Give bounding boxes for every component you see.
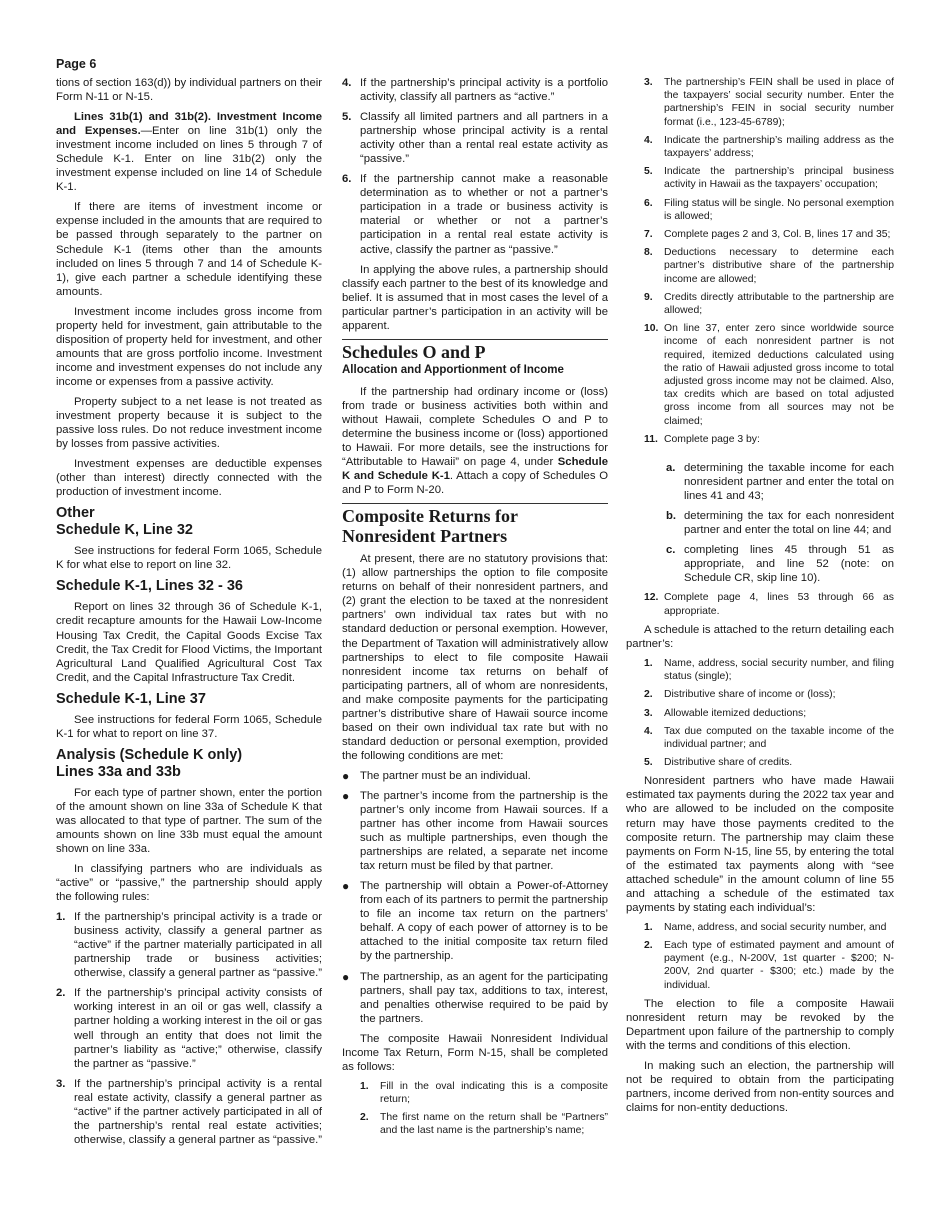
list-item [644, 291, 894, 317]
item-text: The partnership’s FEIN shall be used in place of the taxpayers’ social security number. Enter the partnership’s FEIN in social security number format (i.e., 123-45-6789); [664, 77, 894, 128]
item-number: 8. [644, 247, 653, 259]
list-item [342, 110, 608, 166]
heading-line: Nonresident Partners [342, 526, 508, 547]
list-item [56, 910, 322, 980]
list-item [644, 939, 894, 992]
column-1 [56, 76, 322, 1153]
bullet-icon: ● [342, 879, 350, 894]
item-number: 9. [644, 291, 653, 303]
bullet-icon: ● [342, 768, 350, 783]
heading-line: Composite Returns for [342, 506, 518, 527]
sub-list-item [626, 543, 894, 585]
bullet-item [342, 789, 608, 873]
item-text: The partnership will obtain a Power-of-Attorney from each of its partners to permit the partnership to file an income tax return on the partners’ behalf. A copy of each power of attorney is to be attached to the initial composite tax return filed by the partnership. [360, 880, 608, 963]
column-3 [626, 76, 894, 1121]
paragraph: tions of section 163(d)) by individual partners on their Form N-11 or N-15. [56, 77, 322, 104]
item-letter: a. [666, 462, 676, 475]
section-heading: Schedule K-1, Line 37 [56, 690, 206, 707]
item-text: The partner must be an individual. [360, 769, 531, 782]
item-text: Complete page 3 by: [664, 433, 760, 445]
list-item [644, 756, 894, 769]
item-text: The partner’s income from the partnership is the partner’s only income from Hawaii sources. If a partner has other income from Hawaii sources such as multiple partnerships, even though the partnerships are related, a separate net income tax return must be filed by that partner. [360, 789, 608, 873]
item-text: Fill in the oval indicating this is a composite return; [380, 1080, 608, 1106]
section-heading: Schedules O and P [342, 341, 486, 362]
item-text: Each type of estimated payment and amount of payment (e.g., N-200V, 1st quarter - $200; N-200V, 2nd quarter - $300; etc.) made by the individual. [664, 940, 894, 991]
inline-heading: Lines 31b(1) and 31b(2). Investment Income and Expenses. [56, 111, 322, 138]
list-item [644, 433, 894, 446]
heading-line: Other [56, 505, 95, 522]
paragraph: A schedule is attached to the return detailing each partner’s: [626, 623, 894, 650]
item-number: 5. [644, 757, 653, 769]
item-text: Indicate the partnership’s mailing address as the taxpayers’ address; [664, 134, 894, 160]
paragraph: The composite Hawaii Nonresident Individual Income Tax Return, Form N-15, shall be completed as follows: [342, 1032, 608, 1073]
paragraph: Investment income includes gross income from property held for investment, gain attributable to the disposition of property held for investment, and other amounts that are gross portfolio income. Investment income and investment expenses do not include any income or expenses from a passive activity. [56, 305, 322, 388]
item-number: 2. [644, 940, 653, 952]
item-number: 2. [360, 1112, 369, 1124]
paragraph-text: . Attach a copy of Schedules O and P to Form N-20. [342, 470, 609, 497]
item-text: Complete pages 2 and 3, Col. B, lines 17 and 35; [664, 229, 891, 241]
item-number: 3. [644, 707, 653, 719]
item-text: If the partnership cannot make a reasonable determination as to whether or not a partner’s participation in a trade or business activity is material or whether or not a partner’s participation in a rental real estate activity is active, classify the partner as “passive.” [360, 173, 608, 256]
item-text: Name, address, social security number, and filing status (single); [664, 657, 894, 683]
sub-list-item [626, 509, 894, 537]
bullet-item [342, 970, 608, 1026]
item-text: Filing status will be single. No personal exemption is allowed; [664, 197, 894, 222]
paragraph-text: If the partnership had ordinary income or (loss) from trade or business activities both within and without Hawaii, complete Schedules O and P to determine the business income or (loss) apportioned to Hawaii. For more details, see the instructions for “Attributable to Hawaii” on page 4, under [342, 385, 608, 469]
list-item [644, 725, 894, 751]
list-item [342, 76, 608, 104]
item-text: If the partnership’s principal activity is a portfolio activity, classify all partners as “active.” [360, 77, 608, 104]
item-number: 4. [644, 134, 653, 146]
item-number: 2. [56, 987, 66, 1000]
item-text: Distributive share of credits. [664, 757, 793, 769]
section-divider [342, 339, 608, 377]
list-item [644, 228, 894, 241]
column-2 [342, 76, 608, 1143]
list-item [644, 76, 894, 129]
paragraph: The election to file a composite Hawaii nonresident return may be revoked by the Department upon failure of the partnership to comply with the terms and conditions of this election. [626, 997, 894, 1052]
paragraph: See instructions for federal Form 1065, Schedule K-1 for what to report on line 37. [56, 713, 322, 740]
section-subheading: Allocation and Apportionment of Income [342, 363, 564, 376]
list-item [644, 165, 894, 191]
item-number: 1. [644, 657, 653, 669]
item-text: Allowable itemized deductions; [664, 707, 807, 719]
item-number: 10. [644, 323, 659, 335]
paragraph [342, 385, 608, 497]
item-number: 7. [644, 229, 653, 241]
item-text: Distributive share of income or (loss); [664, 689, 836, 701]
paragraph: See instructions for federal Form 1065, Schedule K for what else to report on line 32. [56, 545, 322, 572]
item-number: 4. [342, 77, 352, 89]
section-divider [342, 503, 608, 546]
item-number: 6. [342, 173, 352, 186]
paragraph: If there are items of investment income or expense included in the amounts that are required to be passed through separately to the partner on Schedule K-1 (items other than the amounts included on lines 5 through 7 and 14 of Schedule K-1), give each partner a schedule identifying these amounts. [56, 201, 322, 298]
item-text: The partnership, as an agent for the participating partners, shall pay tax, additions to tax, interest, and penalties otherwise required to be paid by the partners. [360, 970, 608, 1025]
paragraph-text: —Enter on line 31b(1) only the investment income included on lines 5 through 7 of Schedule K-1. Enter on line 31b(2) only the investment expense included on line 14 of Schedule K-1. [56, 125, 322, 194]
list-item [644, 688, 894, 701]
item-text: Indicate the partnership’s principal business activity in Hawaii as the taxpayers’ occupation; [664, 166, 894, 191]
paragraph: Property subject to a net lease is not treated as investment property because it is subject to the passive loss rules. Do not reduce investment income by losses from passive activities. [56, 395, 322, 451]
item-text: If the partnership’s principal activity is a rental real estate activity, classify a general partner as “active” if the partner actively participated in all of the partnership’s rental real estate activities; otherwise, classify a general partner as “passive.” [74, 1077, 323, 1146]
list-item [644, 707, 894, 720]
paragraph: In making such an election, the partnership will not be required to obtain from the participating partners, income derived from non-entity sources and claims for non-entity deductions. [626, 1060, 894, 1115]
heading-line: Analysis (Schedule K only) [56, 746, 243, 763]
paragraph: In applying the above rules, a partnership should classify each partner to the best of its knowledge and belief. It is assumed that in most cases the level of a particular partner’s participation in an activity will be apparent. [342, 263, 608, 332]
paragraph: In classifying partners who are individuals as “active” or “passive,” the partnership should apply the following rules: [56, 863, 322, 904]
list-item [56, 1077, 322, 1147]
item-number: 1. [644, 921, 653, 933]
heading-line: Lines 33a and 33b [56, 763, 181, 780]
paragraph [56, 110, 322, 194]
bullet-icon: ● [342, 788, 350, 803]
page-number: Page 6 [56, 57, 97, 71]
list-item [342, 172, 608, 256]
section-heading: Schedule K-1, Lines 32 - 36 [56, 578, 243, 595]
list-item [644, 134, 894, 160]
paragraph: At present, there are no statutory provisions that: (1) allow partnerships the option to file composite returns on behalf of their nonresident partners, and (2) grant the election to be taxed at the nonresident partners’ own individual tax rates but with no standard deduction or personal exemption. However, the Department of Taxation will administratively allow partnerships to elect to file composite Hawaii nonresident income tax returns on behalf of participating partners, all of whom are nonresidents, and make composite payments for the participating partner’s distributive share of Hawaii source income based on their own individual tax rate but with no standard deduction or personal exemption, provided the following conditions are met: [342, 553, 608, 762]
bold-reference: Schedule K and Schedule K-1 [342, 456, 608, 483]
list-item [360, 1080, 608, 1106]
section-heading [56, 505, 322, 539]
item-number: 1. [360, 1080, 369, 1092]
item-text: determining the tax for each nonresident partner and enter the total on line 44; and [684, 510, 894, 537]
item-number: 3. [644, 77, 653, 88]
item-number: 5. [342, 111, 352, 124]
bullet-icon: ● [342, 969, 350, 984]
bullet-item [342, 769, 608, 783]
item-number: 3. [56, 1077, 66, 1090]
item-number: 12. [644, 592, 659, 604]
list-item [644, 591, 894, 617]
item-text: completing lines 45 through 51 as appropriate, and line 52 (note: on Schedule CR, skip line 10). [684, 544, 894, 585]
item-text: Tax due computed on the taxable income of the individual partner; and [664, 725, 894, 750]
item-text: Complete page 4, lines 53 through 66 as appropriate. [664, 592, 894, 617]
item-letter: c. [666, 544, 676, 557]
section-heading [342, 506, 608, 546]
item-text: Name, address, and social security number, and [664, 921, 887, 933]
list-item [644, 197, 894, 223]
paragraph: Investment expenses are deductible expenses (other than interest) directly connected with the production of investment income. [56, 458, 322, 499]
item-number: 11. [644, 433, 658, 445]
paragraph: Nonresident partners who have made Hawaii estimated tax payments during the 2022 tax year and who are allowed to be included on the composite return may have those payments credited to the composite return. The partnership may claim these payments on Form N-15, line 55, by entering the total of the estimated tax payments along with “see attached schedule” in the amount column of line 55 and attaching a schedule of the estimated tax payments by stating each individual’s: [626, 775, 894, 914]
item-number: 6. [644, 197, 653, 209]
item-text: If the partnership’s principal activity is a trade or business activity, classify a general partner as “active” if the partner materially participated in all partnership trade or business activities; otherwise, classify a general partner as “passive.” [74, 911, 323, 980]
paragraph: For each type of partner shown, enter the portion of the amount shown on line 33a of Schedule K that was allocated to that type of partner. The sum of the amounts shown on line 33b must equal the amount shown on line 33a. [56, 786, 322, 855]
list-item [56, 986, 322, 1070]
item-number: 2. [644, 689, 653, 701]
item-text: Deductions necessary to determine each partner’s distributive share of the partnership income are allowed; [664, 247, 894, 285]
paragraph: Report on lines 32 through 36 of Schedule K-1, credit recapture amounts for the Hawaii Low-Income Housing Tax Credit, the Capital Goods Excise Tax Credit, the Tax Credit for Flood Victims, the Important Agricultural Land Qualified Agricultural Cost Tax Credit, and the Capital Infrastructure Tax Credit. [56, 601, 322, 684]
item-letter: b. [666, 510, 677, 523]
list-item [360, 1111, 608, 1137]
item-number: 4. [644, 725, 653, 737]
section-heading [56, 747, 322, 781]
item-text: Classify all limited partners and all partners in a partnership whose principal activity is a rental activity other than a rental real estate activity as “passive.” [360, 111, 608, 166]
list-item [644, 657, 894, 683]
list-item [644, 921, 894, 934]
heading-line: Schedule K, Line 32 [56, 522, 193, 539]
list-item [644, 246, 894, 286]
list-item [644, 322, 894, 428]
item-text: On line 37, enter zero since worldwide source income of each nonresident partner is not required, itemized deductions calculated using the ratio of Hawaii adjusted gross income to total adjusted gross income may not be claimed. Also, tax credits which are based on total adjusted gross income from all sources may not be claimed; [664, 323, 894, 427]
item-number: 1. [56, 911, 66, 924]
item-text: Credits directly attributable to the partnership are allowed; [664, 291, 894, 317]
bullet-item [342, 879, 608, 963]
item-text: If the partnership’s principal activity consists of working interest in an oil or gas well, classify a partner holding a working interest in the oil or gas well through an entity that does not limit the partner’s liability as “active;” otherwise, classify the partner as “passive.” [74, 987, 322, 1070]
item-number: 5. [644, 166, 653, 178]
item-text: determining the taxable income for each nonresident partner and enter the total on lines 41 and 43; [684, 462, 894, 503]
item-text: The first name on the return shall be “Partners” and the last name is the partnership’s name; [380, 1112, 608, 1137]
sub-list-item [626, 461, 894, 503]
